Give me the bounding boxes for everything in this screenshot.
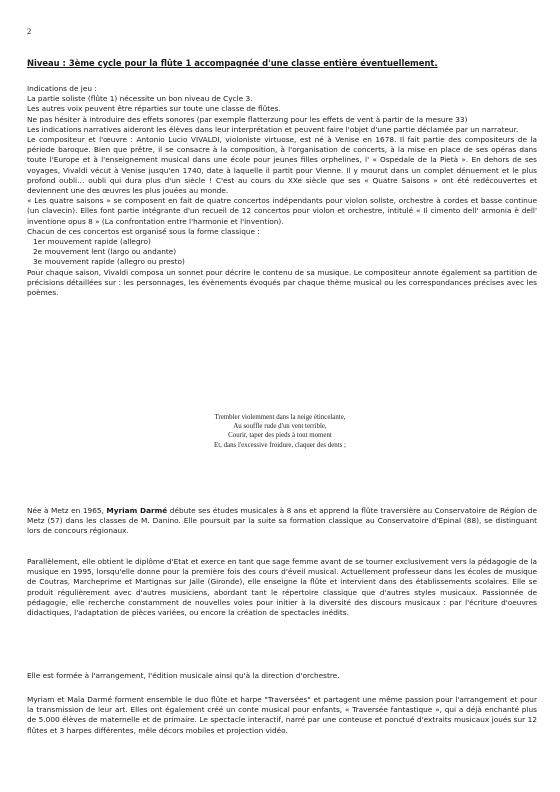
- bio-paragraph-3: [27, 671, 537, 681]
- movement-item: 3e mouvement rapide (allegro ou presto): [33, 257, 185, 267]
- forme-heading: Chacun de ces concertos est organisé sous la forme classique :: [27, 226, 260, 236]
- poem-line: Courir, taper des pieds à tout moment: [228, 432, 332, 440]
- level-heading: Niveau : 3ème cycle pour la flûte 1 accompagnée d'une classe entière éventuellement.: [27, 58, 438, 68]
- bio-intro: Née à Metz en 1965,: [27, 506, 107, 515]
- bio-intro-rest: débute ses études musicales à 8 ans et apprend la flûte traversière au Conservatoire de Région de Metz (57) dans les classes de M. Danino. Elle poursuit par la suite sa formation classique au Conservatoire d'Epinal (88), se distinguant lors de concours régionaux.: [27, 506, 537, 536]
- poem-line: Au souffle rude d'un vent terrible,: [233, 423, 327, 431]
- author-name: Myriam Darmé: [106, 506, 168, 515]
- indication-line: Les indications narratives aideront les élèves dans leur interprétation et peuvent faire l'objet d'une partie déclamée par un narrateur.: [27, 124, 519, 134]
- bio-paragraph-4: [27, 695, 537, 736]
- indication-line: La partie soliste (flûte 1) nécessite un bon niveau de Cycle 3.: [27, 94, 253, 104]
- bio-text: Parallèlement, elle obtient le diplôme d'Etat et exerce en tant que sage femme avant de se tourner exclusivement vers la pédagogie de la musique en 1995, lorsqu'elle donne pour la première fois des cours d'éveil musical. Actuellement professeur dans les écoles de musique de Coutras, Marcheprime et Martignas sur Jalle (Gironde), elle enseigne la flûte et intervient dans des établissements scolaires. Elle se produit régulièrement avec d'autres musiciens, abordant tant le répertoire classique que d'autres styles musicaux. Passionnée de pédagogie, elle recherche constamment de nouvelles voies pour initier à la diversité des discours musicaux : par l'écriture d'oeuvres didactiques, l'adaptation de pièces variées, ou encore la création de spectacles inédits.: [27, 557, 537, 618]
- indication-line: Les autres voix peuvent être réparties sur toute une classe de flûtes.: [27, 104, 281, 114]
- saisons-paragraph: « Les quatre saisons » se composent en fait de quatre concertos indépendants pour violon soliste, orchestre à cordes et basse continue (un clavecin). Elles font partie intégrante d'un recueil de 12 concertos pour violon et orchestre, intitulé « Il cimento dell' armonia è dell' inventione opus 8 » (La confrontation entre l'harmonie et l'invention).: [27, 196, 537, 226]
- sonnet-paragraph: Pour chaque saison, Vivaldi composa un sonnet pour décrire le contenu de sa musique. Le compositeur annote également sa partition de précisions détaillées sur : les personnages, les évènements évoqués par chaque thème musical ou les correspondances précises avec les poèmes.: [27, 267, 537, 298]
- bio-text: Elle est formée à l'arrangement, l'édition musicale ainsi qu'à la direction d'orchestre.: [27, 671, 340, 680]
- indication-line: Ne pas hésiter à introduire des effets sonores (par exemple flatterzung pour les effets de vent à partir de la mesure 33): [27, 114, 468, 124]
- movement-item: 2e mouvement lent (largo ou andante): [33, 247, 177, 257]
- bio-paragraph-1: [27, 506, 537, 537]
- bio-text: Myriam et Maïa Darmé forment ensemble le duo flûte et harpe "Traversées" et partagent une même passion pour l'arrangement et pour la transmission de leur art. Elles ont également créé un conte musical pour enfants, « Traversée fantastique », qui a déjà enchanté plus de 5.000 élèves de maternelle et de primaire. Le spectacle interactif, narré par une conteuse et ponctué d'extraits musicaux joués sur 12 flûtes et 3 harpes différentes, mêle décors mobiles et projection vidéo.: [27, 695, 537, 735]
- movement-item: 1er mouvement rapide (allegro): [33, 237, 151, 247]
- indications-section: [27, 84, 537, 298]
- indications-heading: Indications de jeu :: [27, 84, 97, 93]
- composer-paragraph: Le compositeur et l'œuvre : Antonio Lucio VIVALDI, violoniste virtuose, est né à Venise en 1678. Il fait partie des compositeurs de la période baroque. Bien que prêtre, il se consacre à la composition, à l'organisation de concerts, à la mise en place de ses opéras dans toute l'Europe et à l'enseignement musical dans une école pour jeunes filles orphelines, l' « Ospedale de la Pietà ». En dehors de ses voyages, Vivaldi vécut à Venise jusqu'en 1740, date à laquelle il partit pour Vienne. Il y mourut dans un complet dénuement et le plus profond oubli… oubli qui dura plus d'un siècle ! C'est au cours du XXe siècle que ses « Quatre Saisons » ont été redécouvertes et deviennent une des œuvres les plus jouées au monde.: [27, 135, 537, 196]
- page-number: 2: [27, 26, 32, 36]
- poem-line: Et, dans l'excessive froidure, claquer des dents ;: [214, 441, 346, 449]
- poem-line: Trembler violemment dans la neige étincelante,: [214, 414, 346, 421]
- poem-excerpt: [120, 413, 440, 450]
- bio-paragraph-2: [27, 557, 537, 618]
